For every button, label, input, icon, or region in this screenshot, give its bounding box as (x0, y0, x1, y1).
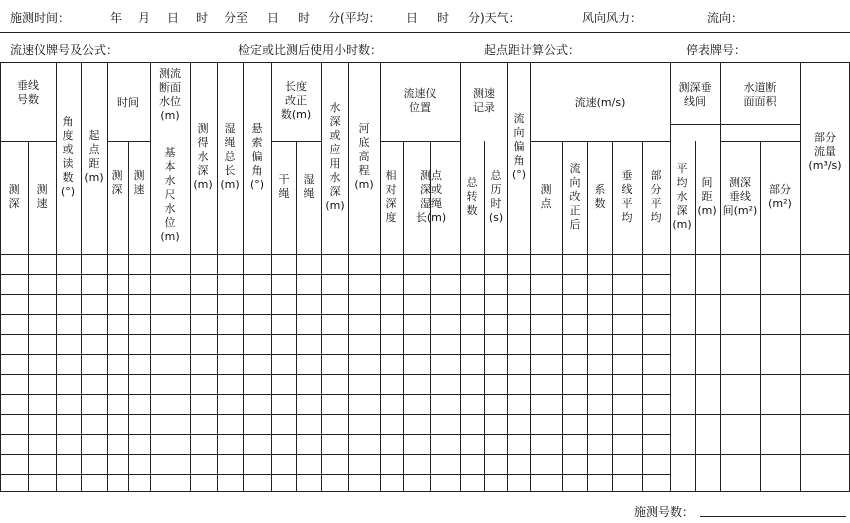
label-stopwatch-model: 停表牌号： (686, 43, 747, 57)
header-cable-angle: 悬索偏角(°) (249, 122, 265, 191)
header-record: 测速记录 (473, 87, 495, 114)
header-measure-depth: 测深 (8, 183, 20, 210)
header-time-speed: 测速 (133, 169, 145, 196)
header-area-part: 部分(m²) (768, 183, 792, 210)
header-angle-reading: 角度或读数(°) (60, 115, 76, 198)
header-area-between: 测深垂线间(m²) (722, 176, 758, 217)
label-weather: 分)天气： (468, 11, 521, 25)
label-day-2: 日 (267, 11, 280, 25)
header-length-correction: 长度改正数(m) (280, 80, 312, 121)
header-total-time: 总历时(s) (488, 169, 504, 224)
label-wind: 风向风力： (582, 11, 643, 25)
label-day-3: 日 (406, 11, 419, 25)
header-rule-1 (0, 32, 850, 33)
label-flow-direction: 流向： (707, 11, 744, 25)
header-time-depth: 测深 (111, 169, 123, 196)
label-year: 年 (110, 11, 123, 25)
header-bed-elevation: 河底高程(m) (354, 122, 374, 191)
header-point-depth: 测点深或湿绳长(m) (415, 169, 447, 224)
header-revolutions: 总转数 (466, 176, 478, 217)
label-minute-avg: 分(平均： (328, 11, 381, 25)
header-velocity: 流速(m/s) (574, 96, 626, 109)
table-grid (0, 62, 850, 492)
header-dry-rope: 干绳 (278, 173, 290, 200)
label-start-distance-formula: 起点距计算公式： (484, 43, 581, 57)
header-relative-depth: 相对深度 (385, 169, 397, 224)
table-headers (9, 66, 842, 243)
header-measured-depth: 测得水深(m) (193, 122, 213, 191)
label-meter-model: 流速仪牌号及公式： (10, 43, 119, 57)
header-wet-rope-length: 湿绳总长(m) (220, 122, 240, 191)
label-hour: 时 (196, 11, 209, 25)
header-base-gauge: 基本水尺水位(m) (160, 146, 180, 243)
header-v-point: 测点 (540, 183, 552, 210)
header-v-corrected: 流向改正后 (569, 162, 581, 231)
header-interval: 间距(m) (697, 176, 717, 217)
header-wet-rope: 湿绳 (303, 173, 315, 200)
label-month: 月 (138, 11, 151, 25)
header-depth-between: 测深垂线间 (678, 81, 712, 108)
header-area: 水道断面面积 (743, 81, 777, 108)
footer-serial-label: 施测号数： (634, 505, 695, 519)
label-hour-2: 时 (298, 11, 311, 25)
header-start-distance: 起点距(m) (84, 129, 104, 184)
header-time: 时间 (117, 96, 139, 109)
header-vertical-no: 垂线号数 (17, 79, 39, 106)
label-hour-3: 时 (437, 11, 450, 25)
label-day: 日 (167, 11, 180, 25)
label-calibration-hours: 检定或比测后使用小时数： (238, 43, 383, 57)
measurement-table (0, 62, 850, 492)
header-water-level: 测流断面水位(m) (159, 67, 181, 122)
header-measure-speed: 测速 (36, 183, 48, 210)
header-v-vert-mean: 垂线平均 (621, 169, 633, 224)
header-meter-position: 流速仪位置 (403, 87, 437, 114)
header-v-part-mean: 部分平均 (650, 169, 662, 224)
label-minute-to: 分至 (224, 11, 249, 25)
label-survey-time: 施测时间： (10, 11, 71, 25)
header-mean-depth: 平均水深(m) (672, 162, 692, 231)
header-partial-discharge: 部分流量(m³/s) (808, 131, 842, 172)
header-depth-used: 水深或应用水深(m) (325, 101, 345, 212)
header-flow-angle: 流向偏角(°) (511, 112, 527, 181)
header-v-coef: 系数 (594, 183, 606, 210)
footer-serial-blank[interactable] (700, 516, 846, 517)
